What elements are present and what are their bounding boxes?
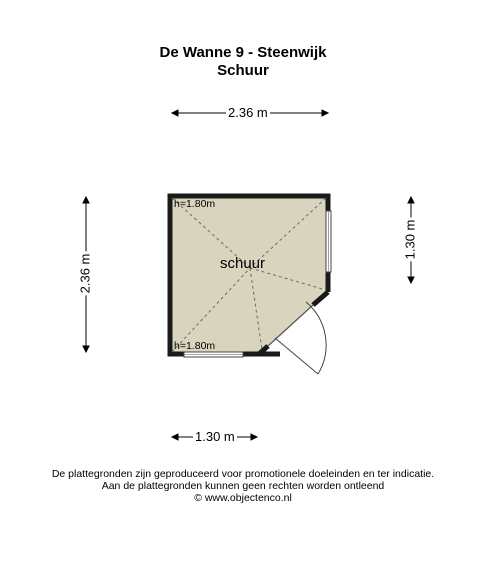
room-title: Schuur — [217, 62, 269, 79]
ceiling-height-bottom: h=1.80m — [174, 340, 216, 352]
footer-disclaimer-2: Aan de plattegronden kunnen geen rechten worden ontleend — [101, 480, 385, 492]
footer-disclaimer-1: De plattegronden zijn geproduceerd voor promotionele doeleinden en ter indicatie. — [51, 468, 435, 480]
footer-copyright: © www.objectenco.nl — [194, 492, 292, 504]
dimension-top-label: 2.36 m — [228, 105, 268, 120]
window-right — [326, 211, 331, 272]
dimension-bottom-label: 1.30 m — [195, 429, 235, 444]
door-swing-arc — [306, 302, 326, 374]
room-label: schuur — [220, 255, 266, 272]
dimension-left-label: 2.36 m — [77, 253, 93, 294]
room-floor — [170, 196, 328, 354]
door-leaf — [275, 338, 318, 374]
dimension-right-label: 1.30 m — [402, 219, 418, 260]
address-title: De Wanne 9 - Steenwijk — [159, 44, 327, 61]
ceiling-height-top: h=1.80m — [174, 198, 216, 210]
window-bottom — [184, 352, 243, 357]
